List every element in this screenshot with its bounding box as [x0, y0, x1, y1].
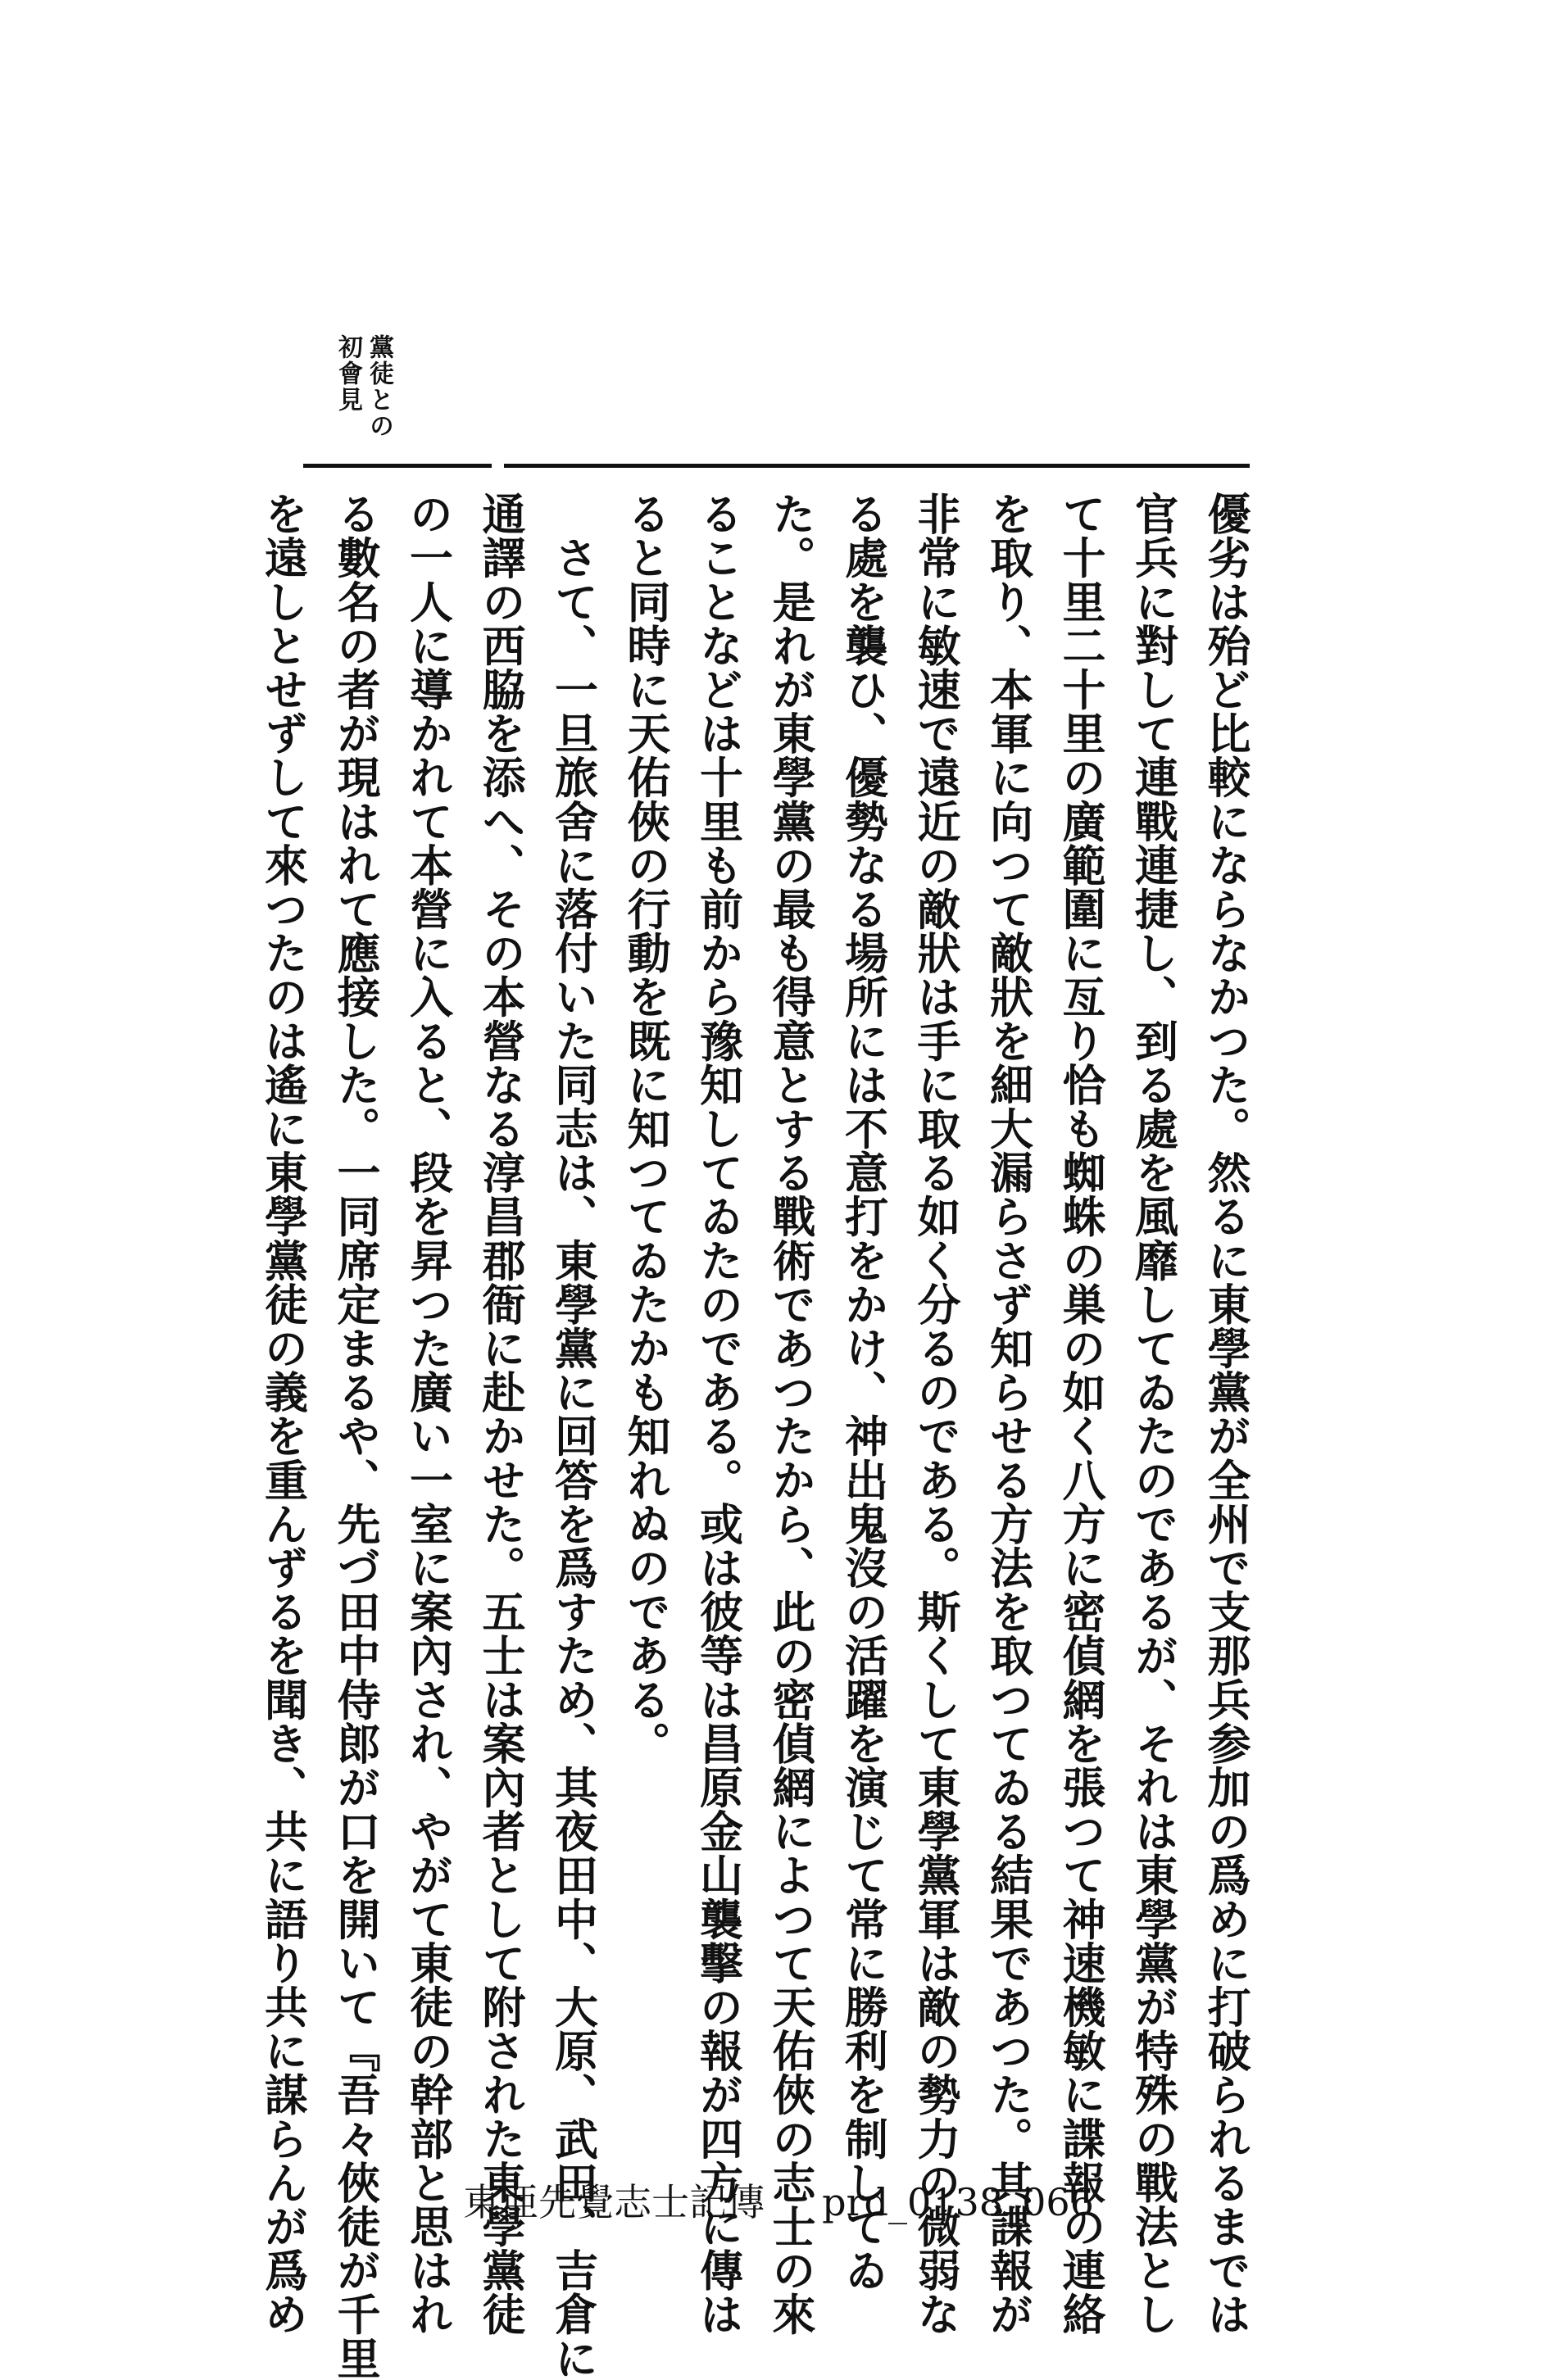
text-line: た。是れが東學黨の最も得意とする戰術であつたから、此の密偵網によつて天佑俠の志士の來 — [765, 492, 816, 2337]
page-footer — [0, 2173, 1557, 2227]
text-line: ることなどは十里も前から豫知してゐたのである。或は彼等は昌原金山襲擊の報が四方に傳は — [692, 492, 744, 2337]
header-rule-right — [504, 464, 1250, 468]
text-line: さて、一旦旅舍に落付いた同志は、東學黨に回答を爲すため、其夜田中、大原、武田、吉倉に — [547, 492, 599, 2380]
text-line: 官兵に對して連戰連捷し、到る處を風靡してゐたのであるが、それは東學黨が特殊の戰法とし — [1128, 492, 1179, 2337]
text-line: 優劣は殆ど比較にならなかつた。然るに東學黨が全州で支那兵参加の爲めに打破られるまでは — [1201, 492, 1251, 2337]
text-line: 非常に敏速で遠近の敵狀は手に取る如く分るのである。斯くして東學黨軍は敵の勢力の微弱な — [910, 492, 961, 2337]
text-line: を取り、本軍に向つて敵狀を細大漏らさず知らせる方法を取つてゐる結果であつた。其諜報が — [983, 492, 1034, 2337]
text-line: ると同時に天佑俠の行動を既に知つてゐたかも知れぬのである。 — [620, 492, 671, 1766]
footer-title: 東亜先覺志士記傳 — [463, 2180, 765, 2224]
text-line: 通譯の西脇を添へ、その本營なる淳昌郡衙に赴かせた。五士は案內者として附された東學黨徒 — [475, 492, 526, 2337]
text-line: る處を襲ひ、優勢なる場所には不意打をかけ、神出鬼沒の活躍を演じて常に勝利を制してゐ — [838, 492, 889, 2292]
text-line: を遠しとせずして來つたのは遙に東學黨徒の義を重んずるを聞き、共に語り共に謀らんが爲め — [257, 492, 309, 2337]
footer-code: prd_0138_066 — [822, 2180, 1094, 2224]
text-line: る數名の者が現はれて應接した。一同席定まるや、先づ田中侍郎が口を開いて『吾々俠徒が千里 — [330, 492, 381, 2380]
text-line: て十里二十里の廣範圍に亙り恰も蜘蛛の巣の如く八方に密偵網を張つて神速機敏に諜報の連絡 — [1055, 492, 1106, 2337]
text-line: の一人に導かれて本營に入ると、段を昇つた廣い一室に案內され、やがて東徒の幹部と思はれ — [402, 492, 454, 2337]
margin-heading: 黨徒との初會見 — [334, 334, 393, 439]
header-rule-left — [303, 464, 492, 468]
